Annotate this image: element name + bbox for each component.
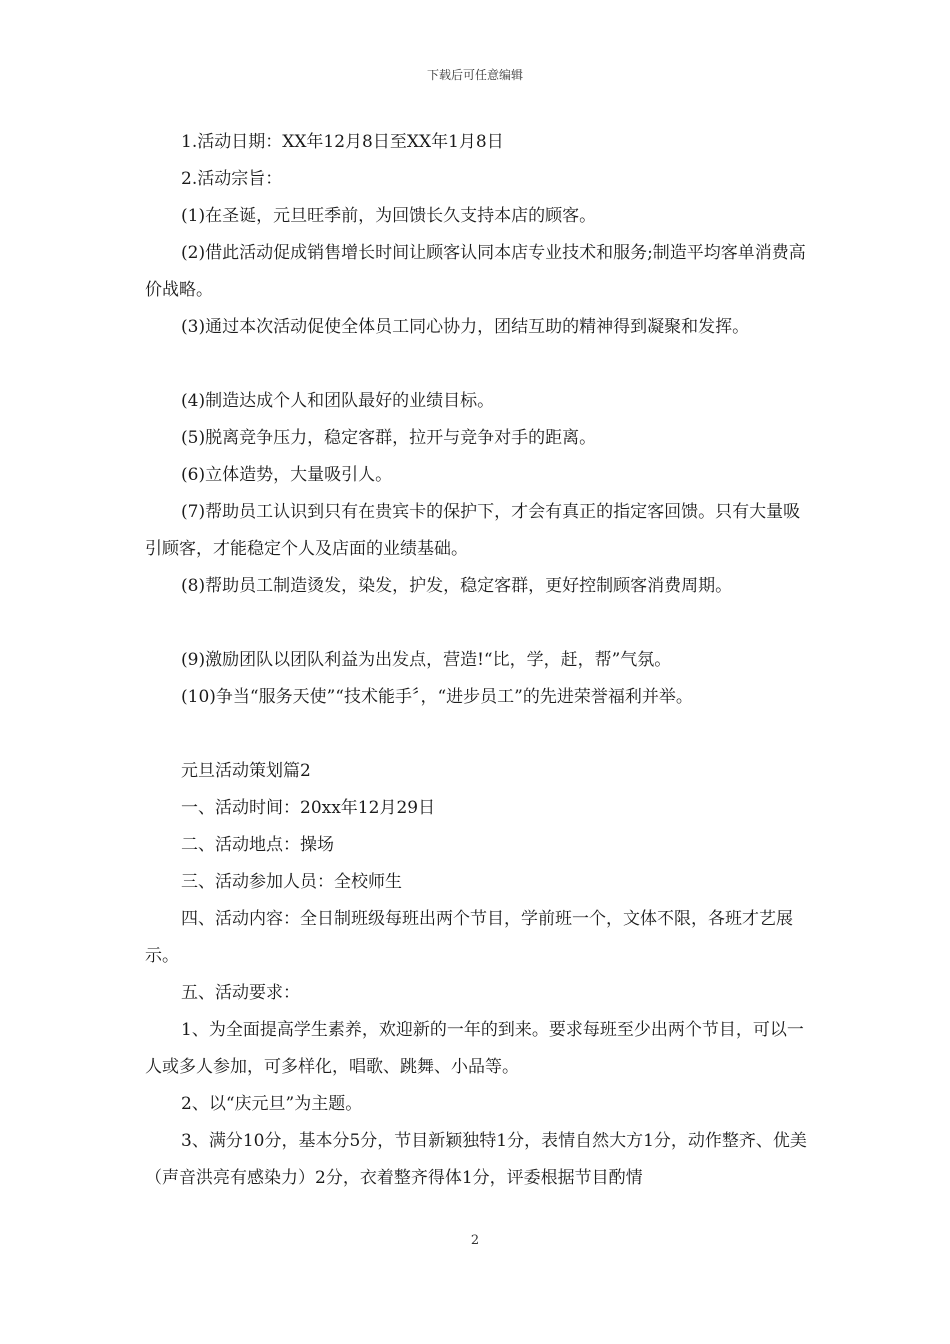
section-title: 元旦活动策划篇2 (181, 761, 311, 781)
paragraph: 五、活动要求： (181, 983, 300, 1003)
paragraph: 2.活动宗旨： (181, 169, 283, 189)
paragraph: 三、活动参加人员：全校师生 (181, 872, 402, 892)
paragraph: 1.活动日期：XX年12月8日至XX年1月8日 (181, 132, 504, 152)
paragraph: 2、以“庆元旦”为主题。 (181, 1094, 363, 1114)
paragraph: (5)脱离竞争压力，稳定客群，拉开与竞争对手的距离。 (181, 428, 597, 448)
blank-line (145, 346, 815, 383)
paragraph: (9)激励团队以团队利益为出发点，营造!“比，学，赶，帮”气氛。 (181, 650, 672, 670)
blank-line (145, 716, 815, 753)
paragraph: (1)在圣诞，元旦旺季前，为回馈长久支持本店的顾客。 (181, 206, 597, 226)
paragraph: 四、活动内容：全日制班级每班出两个节目，学前班一个，文体不限，各班才艺展示。 (145, 909, 793, 966)
paragraph: (10)争当“服务天使”“技术能手〞，“进步员工”的先进荣誉福利并举。 (181, 687, 693, 707)
paragraph: (6)立体造势，大量吸引人。 (181, 465, 393, 485)
paragraph: (4)制造达成个人和团队最好的业绩目标。 (181, 391, 495, 411)
document-body (145, 124, 815, 1197)
paragraph: (8)帮助员工制造烫发，染发，护发，稳定客群，更好控制顾客消费周期。 (181, 576, 733, 596)
paragraph: 1、为全面提高学生素养，欢迎新的一年的到来。要求每班至少出两个节目，可以一人或多人参加，可多样化，唱歌、跳舞、小品等。 (145, 1020, 804, 1077)
page-header: 下载后可任意编辑 (426, 68, 523, 82)
paragraph: 二、活动地点：操场 (181, 835, 334, 855)
page-number: 2 (470, 1233, 480, 1248)
paragraph: (7)帮助员工认识到只有在贵宾卡的保护下，才会有真正的指定客回馈。只有大量吸引顾客，才能稳定个人及店面的业绩基础。 (145, 502, 801, 559)
paragraph: 3、满分10分，基本分5分，节目新颖独特1分，表情自然大方1分，动作整齐、优美（声音洪亮有感染力）2分，衣着整齐得体1分，评委根据节目酌情 (145, 1131, 807, 1188)
paragraph: (3)通过本次活动促使全体员工同心协力，团结互助的精神得到凝聚和发挥。 (181, 317, 750, 337)
paragraph: 一、活动时间：20xx年12月29日 (181, 798, 436, 818)
blank-line (145, 605, 815, 642)
paragraph: (2)借此活动促成销售增长时间让顾客认同本店专业技术和服务;制造平均客单消费高价战略。 (145, 243, 806, 300)
